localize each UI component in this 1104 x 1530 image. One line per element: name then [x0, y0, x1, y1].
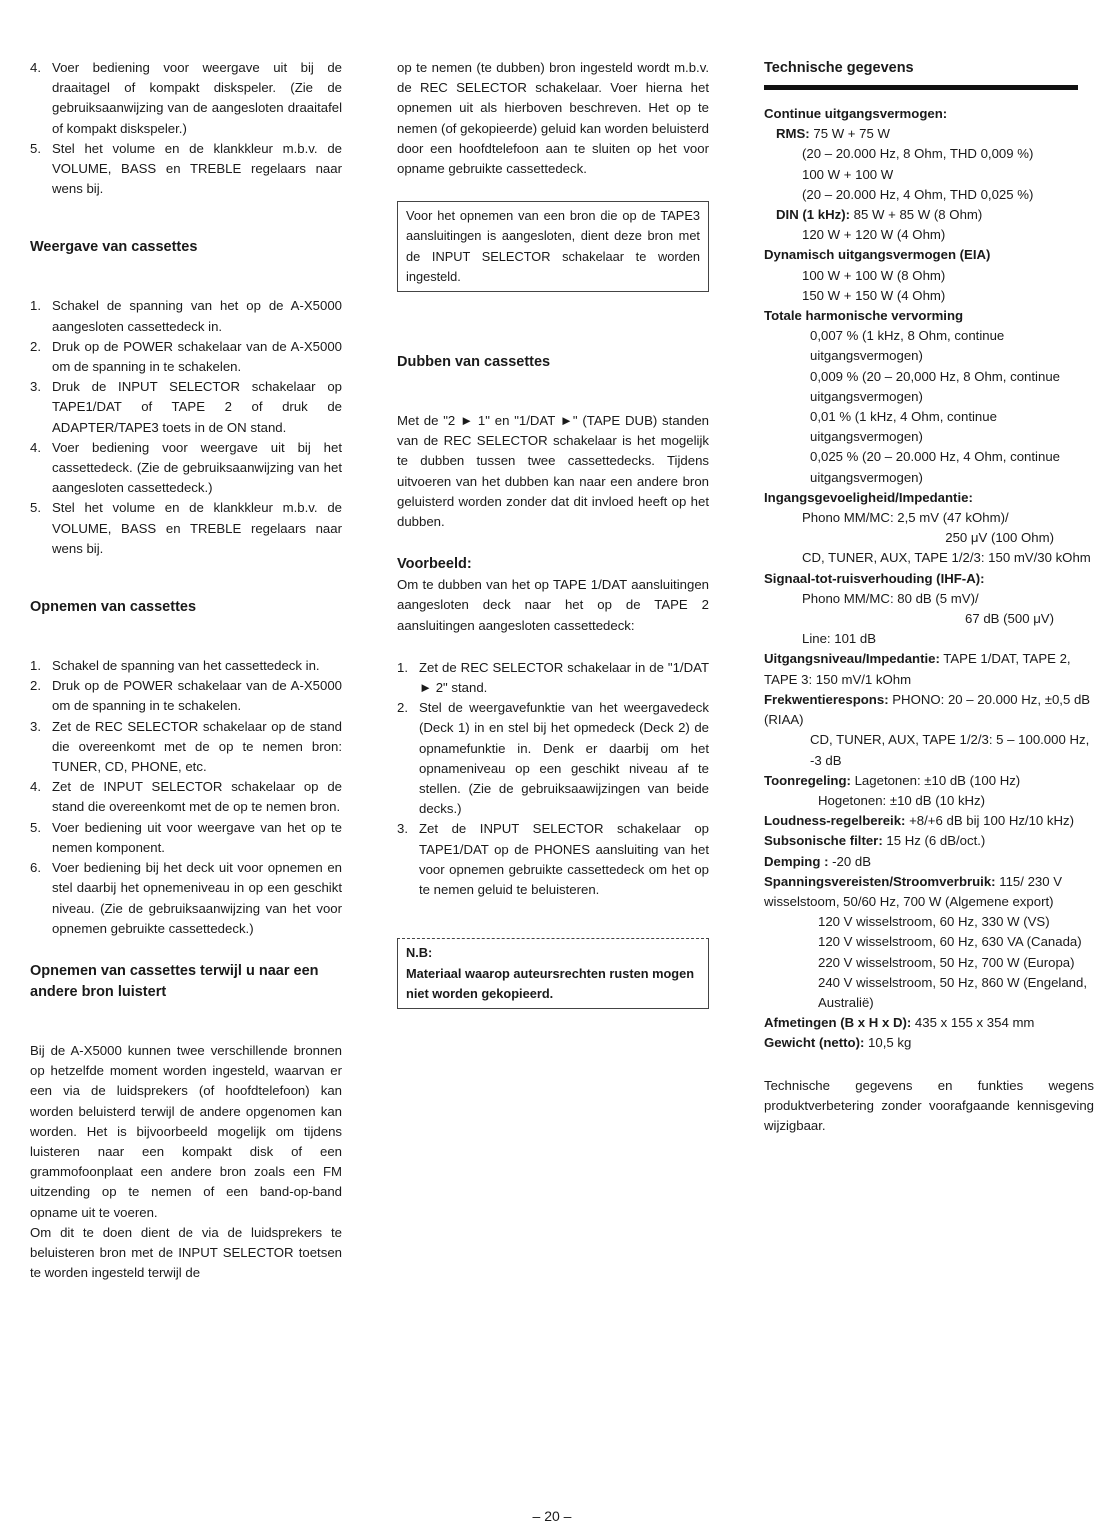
paragraph-dubbing: Met de "2 ► 1" en "1/DAT ►" (TAPE DUB) standen van de REC SELECTOR schakelaar is het mogelijk te dubben tussen twee cassettedecks. Tijdens uitvoeren van het dubben kan naar een andere bron geluisterd worden zonder dat dit invloed heeft op het dubben. — [397, 413, 709, 530]
spec-value: Hogetonen: ±10 dB (10 kHz) — [818, 792, 986, 808]
step-text: Voer bediening voor weergave uit bij de draaitagel of kompakt diskspeler. (Zie de gebruiksaanwijzing van de aangesloten draaitafel of kompakt diskspeler.) — [52, 60, 342, 136]
paragraph-record-listen-2: Om dit te doen dient de via de luidsprekers te beluisteren bron met de INPUT SELECTOR toetsen te worden ingesteld terwijl de — [30, 1224, 342, 1281]
column-middle — [397, 58, 709, 1009]
spec-line — [764, 326, 1094, 366]
steps-dubbing — [397, 658, 709, 900]
spec-line — [764, 932, 1094, 952]
spec-value: 150 W + 150 W (4 Ohm) — [802, 287, 946, 303]
spec-line — [764, 286, 1094, 306]
note-text: Materiaal waarop auteursrechten rusten mogen niet worden gekopieerd. — [406, 965, 695, 1001]
step-item — [30, 818, 342, 858]
spec-label: Signaal-tot-ruisverhouding (IHF-A): — [764, 570, 985, 586]
spec-label: Afmetingen (B x H x D): — [764, 1015, 912, 1031]
spec-line — [764, 771, 1094, 791]
spec-line — [764, 548, 1094, 568]
spec-label: Frekwentierespons: — [764, 691, 889, 707]
step-text: Voer bediening voor weergave uit bij het cassettedeck. (Zie de gebruiksaanwijzing van het aangesloten cassettedeck.) — [52, 439, 342, 496]
step-text: Druk de INPUT SELECTOR schakelaar op TAPE1/DAT of TAPE 2 of druk de ADAPTER/TAPE3 toets in de ON stand. — [52, 379, 342, 435]
spec-line — [764, 1033, 1094, 1053]
tape3-note-box: Voor het opnemen van een bron die op de TAPE3 aansluitingen is aangesloten, dient deze bron met de INPUT SELECTOR schakelaar te worden ingesteld. — [397, 201, 709, 292]
spec-line — [764, 205, 1094, 225]
spec-label: Loudness-regelbereik: — [764, 813, 906, 829]
spec-line — [764, 649, 1094, 689]
step-item — [397, 819, 709, 900]
spec-value: PHONO: 20 – 20.000 Hz, ±0,5 dB (RIAA) — [764, 691, 1091, 728]
step-item — [30, 858, 342, 939]
spec-line — [764, 690, 1094, 730]
step-text: Druk op de POWER schakelaar van de A-X5000 om de spanning in te schakelen. — [52, 338, 342, 375]
spec-line — [764, 1013, 1094, 1033]
spec-line — [764, 609, 1094, 629]
step-number: 2. — [30, 338, 41, 354]
spec-line — [764, 953, 1094, 973]
step-text: Stel het volume en de klankkleur m.b.v. de VOLUME, BASS en TREBLE regelaars naar wens bij. — [52, 500, 342, 556]
spec-value: Phono MM/MC: 80 dB (5 mV)/ — [802, 590, 979, 606]
step-number: 2. — [397, 700, 408, 716]
steps-record — [30, 656, 342, 939]
step-number: 3. — [30, 718, 41, 734]
steps-playback — [30, 296, 342, 559]
spec-value: +8/+6 dB bij 100 Hz/10 kHz) — [905, 813, 1075, 829]
heading-record-cassettes: Opnemen van cassettes — [30, 599, 197, 616]
spec-line — [764, 811, 1094, 831]
heading-dubbing: Dubben van cassettes — [397, 354, 551, 371]
spec-value: 115/ 230 V wisselstoom, 50/60 Hz, 700 W (Algemene export) — [764, 873, 1063, 909]
spec-line — [764, 629, 1094, 649]
spec-label: Totale harmonische vervorming — [764, 308, 964, 324]
step-text: Schakel de spanning van het cassettedeck in. — [52, 658, 320, 674]
spec-line — [764, 124, 1094, 144]
step-text: Voer bediening uit voor weergave van het op te nemen komponent. — [52, 819, 342, 855]
spec-value: 0,007 % (1 kHz, 8 Ohm, continue uitgangsvermogen) — [810, 328, 1005, 364]
spec-value: 220 V wisselstroom, 50 Hz, 700 W (Europa) — [818, 954, 1075, 970]
spec-label: Ingangsgevoeligheid/Impedantie: — [764, 489, 973, 505]
spec-value: 240 V wisselstroom, 50 Hz, 860 W (Engeland, Australië) — [818, 974, 1088, 1010]
paragraph-continued: op te nemen (te dubben) bron ingesteld wordt m.b.v. de REC SELECTOR schakelaar. Voer hierna het opnemen uit als hierboven beschreven. Het op te nemen (of gekopieerde) geluid kan worden beluisterd door een hoofdtelefoon aan te sluiten op het voor opname gebruikte cassettedeck. — [397, 60, 709, 177]
spec-line — [764, 569, 1094, 589]
spec-line — [764, 447, 1094, 487]
spec-line — [764, 730, 1094, 770]
spec-line — [764, 852, 1094, 872]
spec-line — [764, 973, 1094, 1013]
step-number: 1. — [30, 658, 41, 674]
steps-turntable — [30, 58, 342, 199]
spec-disclaimer: Technische gegevens en funkties wegens produktverbetering zonder voorafgaande kennisgeving wijzigbaar. — [764, 1077, 1094, 1133]
spec-value: Lagetonen: ±10 dB (100 Hz) — [850, 772, 1021, 788]
step-text: Schakel de spanning van het op de A-X5000 aangesloten cassettedeck in. — [52, 298, 342, 334]
spec-value: 435 x 155 x 354 mm — [911, 1015, 1035, 1031]
step-number: 5. — [30, 140, 41, 156]
spec-label: Spanningsvereisten/Stroomverbruik: — [764, 873, 996, 889]
step-item — [30, 377, 342, 438]
spec-value: 120 V wisselstroom, 60 Hz, 630 VA (Canada) — [818, 934, 1082, 950]
spec-line — [764, 104, 1094, 124]
step-number: 3. — [397, 821, 408, 837]
step-text: Druk op de POWER schakelaar van de A-X5000 om de spanning in te schakelen. — [52, 678, 342, 714]
spec-value: 10,5 kg — [864, 1035, 912, 1051]
spec-value: CD, TUNER, AUX, TAPE 1/2/3: 5 – 100.000 Hz, -3 dB — [810, 732, 1090, 768]
spec-value: 75 W + 75 W — [809, 126, 890, 142]
spec-line — [764, 185, 1094, 205]
step-text: Stel de weergavefunktie van het weergavedeck (Deck 1) in en stel bij het opmedeck (Deck 2) de opnamefunktie in. Denk er daarbij om het opnameniveau op een geschikt niveau af te stellen. (Zie de gebruiksaawijzingen van beide decks.) — [419, 700, 709, 817]
heading-specifications: Technische gegevens — [764, 60, 914, 76]
spec-line — [764, 528, 1094, 548]
heading-example: Voorbeeld: — [397, 556, 472, 573]
step-number: 2. — [30, 678, 41, 694]
spec-value: 0,01 % (1 kHz, 4 Ohm, continue uitgangsvermogen) — [810, 409, 997, 445]
copyright-note-box — [397, 938, 709, 1009]
step-number: 5. — [30, 819, 41, 835]
column-left — [30, 58, 342, 1283]
step-number: 6. — [30, 860, 41, 876]
step-item — [30, 498, 342, 559]
spec-label: RMS: — [776, 126, 810, 142]
spec-value: 120 V wisselstroom, 60 Hz, 330 W (VS) — [818, 914, 1050, 930]
step-text: Zet de REC SELECTOR schakelaar op de stand die overeenkomt met de op te nemen bron: TUNER, CD, PHONE, etc. — [52, 718, 342, 775]
spec-value: 85 W + 85 W (8 Ohm) — [850, 207, 983, 223]
step-item — [30, 296, 342, 336]
spec-label: Uitgangsniveau/Impedantie: — [764, 651, 940, 667]
spec-value: -20 dB — [828, 853, 872, 869]
step-text: Zet de REC SELECTOR schakelaar in de "1/DAT ► 2" stand. — [419, 659, 709, 696]
step-item — [30, 656, 342, 676]
step-text: Voer bediening bij het deck uit voor opnemen en stel daarbij het opnemeniveau in op een geschikt niveau. (Zie de gebruiksaanwijzing van het voor opnemen gebruikte cassettedeck.) — [52, 860, 342, 936]
spec-line — [764, 508, 1094, 528]
step-text: Stel het volume en de klankkleur m.b.v. de VOLUME, BASS en TREBLE regelaars naar wens bij. — [52, 140, 342, 197]
step-item — [30, 337, 342, 377]
spec-value: 100 W + 100 W — [802, 166, 894, 182]
step-number: 4. — [30, 779, 41, 795]
step-item — [30, 676, 342, 716]
spec-value: Line: 101 dB — [802, 631, 877, 647]
heading-rule — [764, 85, 1078, 90]
step-item — [30, 438, 342, 499]
spec-value: 120 W + 120 W (4 Ohm) — [802, 227, 946, 243]
heading-record-while-listening: Opnemen van cassettes terwijl u naar een andere bron luistert — [30, 962, 319, 1000]
spec-line — [764, 306, 1094, 326]
step-item — [30, 58, 342, 139]
step-item — [397, 658, 709, 698]
step-item — [397, 698, 709, 819]
spec-label: DIN (1 kHz): — [776, 207, 850, 223]
step-item — [30, 777, 342, 817]
step-item — [30, 139, 342, 200]
spec-value: (20 – 20.000 Hz, 8 Ohm, THD 0,009 %) — [802, 146, 1034, 162]
spec-value: 250 μV (100 Ohm) — [945, 530, 1054, 546]
spec-line — [764, 225, 1094, 245]
paragraph-record-listen: Bij de A-X5000 kunnen twee verschillende bronnen op hetzelfde moment worden ingesteld, waarvan er een via de luidsprekers (of hoofdtelefoon) kan worden beluisterd terwijl de andere opgenomen kan worden. Het is bijvoorbeeld mogelijk om tijdens luisteren naar een kompakt disk of een grammofoonplaat een andere bron zoals een FM uitzending op te nemen of een band-op-band opname uit te voeren. — [30, 1042, 342, 1220]
column-right — [764, 58, 1094, 1136]
spec-value: 0,009 % (20 – 20,000 Hz, 8 Ohm, continue uitgangsvermogen) — [810, 368, 1060, 404]
step-item — [30, 717, 342, 778]
step-number: 5. — [30, 500, 41, 516]
spec-value: 100 W + 100 W (8 Ohm) — [802, 267, 946, 283]
spec-value: CD, TUNER, AUX, TAPE 1/2/3: 150 mV/30 kOhm — [802, 550, 1091, 566]
step-text: Zet de INPUT SELECTOR schakelaar op TAPE1/DAT op de PHONES aansluiting van het voor opnemen gebruikte cassettedeck om het op te nemen geluid te beluisteren. — [419, 821, 709, 898]
step-number: 3. — [30, 379, 41, 395]
spec-value: 15 Hz (6 dB/oct.) — [882, 833, 986, 849]
spec-line — [764, 367, 1094, 407]
spec-line — [764, 912, 1094, 932]
spec-line — [764, 245, 1094, 265]
spec-line — [764, 488, 1094, 508]
step-number: 4. — [30, 60, 41, 75]
paragraph-example: Om te dubben van het op TAPE 1/DAT aansluitingen aangesloten deck naar het op de TAPE 2 aansluitingen aangesloten cassettedeck: — [397, 577, 709, 633]
spec-line — [764, 266, 1094, 286]
step-number: 4. — [30, 439, 41, 455]
spec-value: TAPE 1/DAT, TAPE 2, TAPE 3: 150 mV/1 kOhm — [764, 651, 1071, 687]
note-title: N.B: — [406, 945, 433, 961]
spec-label: Toonregeling: — [764, 772, 851, 788]
step-text: Zet de INPUT SELECTOR schakelaar op de stand die overeenkomt met de op te nemen bron. — [52, 779, 342, 815]
spec-line — [764, 407, 1094, 447]
spec-value: (20 – 20.000 Hz, 4 Ohm, THD 0,025 %) — [802, 186, 1034, 202]
spec-line — [764, 791, 1094, 811]
page-number: – 20 – — [532, 1508, 572, 1524]
spec-label: Dynamisch uitgangsvermogen (EIA) — [764, 247, 991, 263]
step-number: 1. — [30, 298, 41, 314]
spec-line — [764, 165, 1094, 185]
spec-label: Gewicht (netto): — [764, 1035, 865, 1051]
spec-line — [764, 872, 1094, 912]
spec-value: Continue uitgangsvermogen: — [764, 106, 948, 121]
step-number: 1. — [397, 659, 408, 675]
spec-label: Demping : — [764, 853, 829, 869]
heading-playback-cassettes: Weergave van cassettes — [30, 239, 198, 256]
spec-line — [764, 831, 1094, 851]
spec-value: 67 dB (500 μV) — [965, 611, 1054, 627]
spec-line — [764, 144, 1094, 164]
spec-value: Phono MM/MC: 2,5 mV (47 kOhm)/ — [802, 510, 1009, 526]
spec-line — [764, 589, 1094, 609]
spec-list — [764, 104, 1094, 1054]
spec-value: 0,025 % (20 – 20.000 Hz, 4 Ohm, continue uitgangsvermogen) — [810, 449, 1060, 485]
spec-label: Subsonische filter: — [764, 833, 883, 849]
